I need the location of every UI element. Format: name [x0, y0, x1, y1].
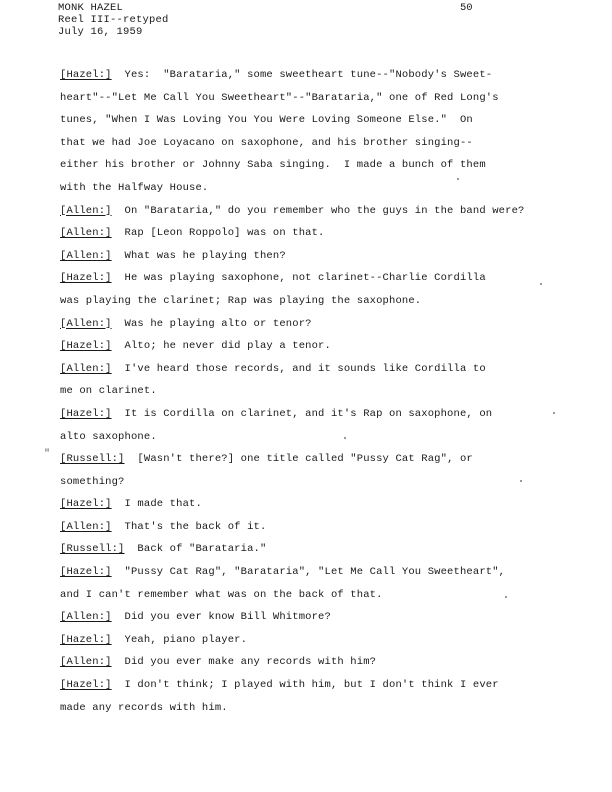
line-text: Did you ever make any records with him? [111, 656, 377, 669]
transcript-entry [60, 516, 560, 539]
transcript-line [60, 87, 560, 110]
line-text: tunes, "When I Was Loving You You Were Loving Someone Else." On [60, 114, 473, 127]
speaker-label: [Allen:] [60, 520, 112, 533]
transcript-line [60, 448, 560, 471]
line-text: either his brother or Johnny Saba singing. I made a bunch of them [60, 159, 486, 172]
line-text: [Wasn't there?] one title called "Pussy Cat Rag", or [124, 453, 473, 466]
scan-speck [553, 412, 555, 414]
transcript-line [60, 335, 560, 358]
transcript-entry [60, 538, 560, 561]
transcript-entry [60, 267, 560, 312]
transcript-line [60, 222, 560, 245]
transcript-line [60, 177, 560, 200]
transcript-entry [60, 200, 560, 223]
line-text: I've heard those records, and it sounds like Cordilla to [111, 362, 486, 375]
line-text: something? [60, 475, 125, 488]
transcript-entry [60, 335, 560, 358]
transcript-line [60, 606, 560, 629]
header-date: July 16, 1959 [58, 26, 143, 38]
transcript-entry [60, 222, 560, 245]
line-text: heart"--"Let Me Call You Sweetheart"--"Barataria," one of Red Long's [60, 91, 499, 104]
line-text: and I can't remember what was on the back of that. [60, 588, 383, 601]
speaker-label: [Hazel:] [60, 69, 112, 81]
document-header [58, 2, 169, 38]
transcript-line [60, 154, 560, 177]
speaker-label: [Hazel:] [60, 633, 112, 646]
transcript-line [60, 629, 560, 652]
transcript-line [60, 380, 560, 403]
transcript-line [60, 267, 560, 290]
line-text: I don't think; I played with him, but I don't think I ever [111, 679, 499, 692]
transcript-line [60, 313, 560, 336]
scan-speck [457, 178, 459, 180]
line-text: Rap [Leon Roppolo] was on that. [111, 227, 325, 240]
line-text: Yes: "Barataria," some sweetheart tune--"Nobody's Sweet- [111, 69, 493, 81]
speaker-label: [Allen:] [60, 227, 112, 240]
transcript-line [60, 132, 560, 155]
line-text: Back of "Barataria." [124, 543, 267, 556]
speaker-label: [Hazel:] [60, 340, 112, 353]
line-text: "Pussy Cat Rag", "Barataria", "Let Me Call You Sweetheart", [111, 566, 506, 579]
transcript-line [60, 64, 560, 87]
line-text: me on clarinet. [60, 385, 157, 398]
speaker-label: [Allen:] [60, 656, 112, 669]
transcript-line [60, 245, 560, 268]
speaker-label: [Allen:] [60, 204, 112, 217]
transcript-entry [60, 651, 560, 674]
transcript-line [60, 109, 560, 132]
line-text: that we had Joe Loyacano on saxophone, and his brother singing-- [60, 136, 473, 149]
transcript-entry [60, 358, 560, 403]
speaker-label: [Hazel:] [60, 407, 112, 420]
line-text: On "Barataria," do you remember who the guys in the band were? [111, 204, 525, 217]
transcript-line [60, 584, 560, 607]
transcript-entry [60, 245, 560, 268]
transcript-line [60, 538, 560, 561]
scan-speck [505, 596, 507, 598]
transcript-entry [60, 448, 560, 493]
speaker-label: [Allen:] [60, 611, 112, 624]
header-reel: Reel III--retyped [58, 14, 169, 26]
scan-speck [344, 437, 346, 439]
speaker-label: [Russell:] [60, 543, 125, 556]
line-text: It is Cordilla on clarinet, and it's Rap on saxophone, on [111, 407, 493, 420]
line-text: alto saxophone. [60, 430, 157, 443]
speaker-label: [Allen:] [60, 317, 112, 330]
line-text: Did you ever know Bill Whitmore? [111, 611, 331, 624]
line-text: with the Halfway House. [60, 181, 209, 194]
transcript-entry [60, 64, 560, 200]
page-number: 50 [460, 2, 473, 14]
line-text: Was he playing alto or tenor? [111, 317, 312, 330]
transcript-entry [60, 403, 560, 448]
transcript-line [60, 200, 560, 223]
transcript-line [60, 471, 560, 494]
line-text: Alto; he never did play a tenor. [111, 340, 331, 353]
line-text: I made that. [111, 498, 202, 511]
speaker-label: [Hazel:] [60, 566, 112, 579]
transcript-entry [60, 561, 560, 606]
transcript-line [60, 290, 560, 313]
transcript-entry [60, 493, 560, 516]
transcript-line [60, 493, 560, 516]
line-text: was playing the clarinet; Rap was playing the saxophone. [60, 294, 422, 307]
transcript-line [60, 403, 560, 426]
speaker-label: [Allen:] [60, 249, 112, 262]
scan-speck [520, 480, 522, 482]
speaker-label: [Hazel:] [60, 272, 112, 285]
transcript-line [60, 516, 560, 539]
transcript-entry [60, 674, 560, 719]
speaker-label: [Allen:] [60, 362, 112, 375]
speaker-label: [Hazel:] [60, 498, 112, 511]
header-name: MONK HAZEL [58, 2, 124, 14]
speaker-label: [Hazel:] [60, 679, 112, 692]
transcript-line [60, 358, 560, 381]
margin-mark: " [44, 449, 51, 460]
line-text: made any records with him. [60, 701, 228, 714]
transcript-entry [60, 313, 560, 336]
transcript-line [60, 674, 560, 697]
transcript-line [60, 561, 560, 584]
transcript-line [60, 426, 560, 449]
line-text: He was playing saxophone, not clarinet--Charlie Cordilla [111, 272, 486, 285]
transcript-line [60, 697, 560, 720]
transcript-line [60, 651, 560, 674]
transcript-entry [60, 606, 560, 629]
scan-speck [540, 283, 542, 285]
line-text: Yeah, piano player. [111, 633, 248, 646]
transcript-body [60, 64, 560, 719]
speaker-label: [Russell:] [60, 453, 125, 466]
line-text: What was he playing then? [111, 249, 286, 262]
line-text: That's the back of it. [111, 520, 267, 533]
transcript-entry [60, 629, 560, 652]
